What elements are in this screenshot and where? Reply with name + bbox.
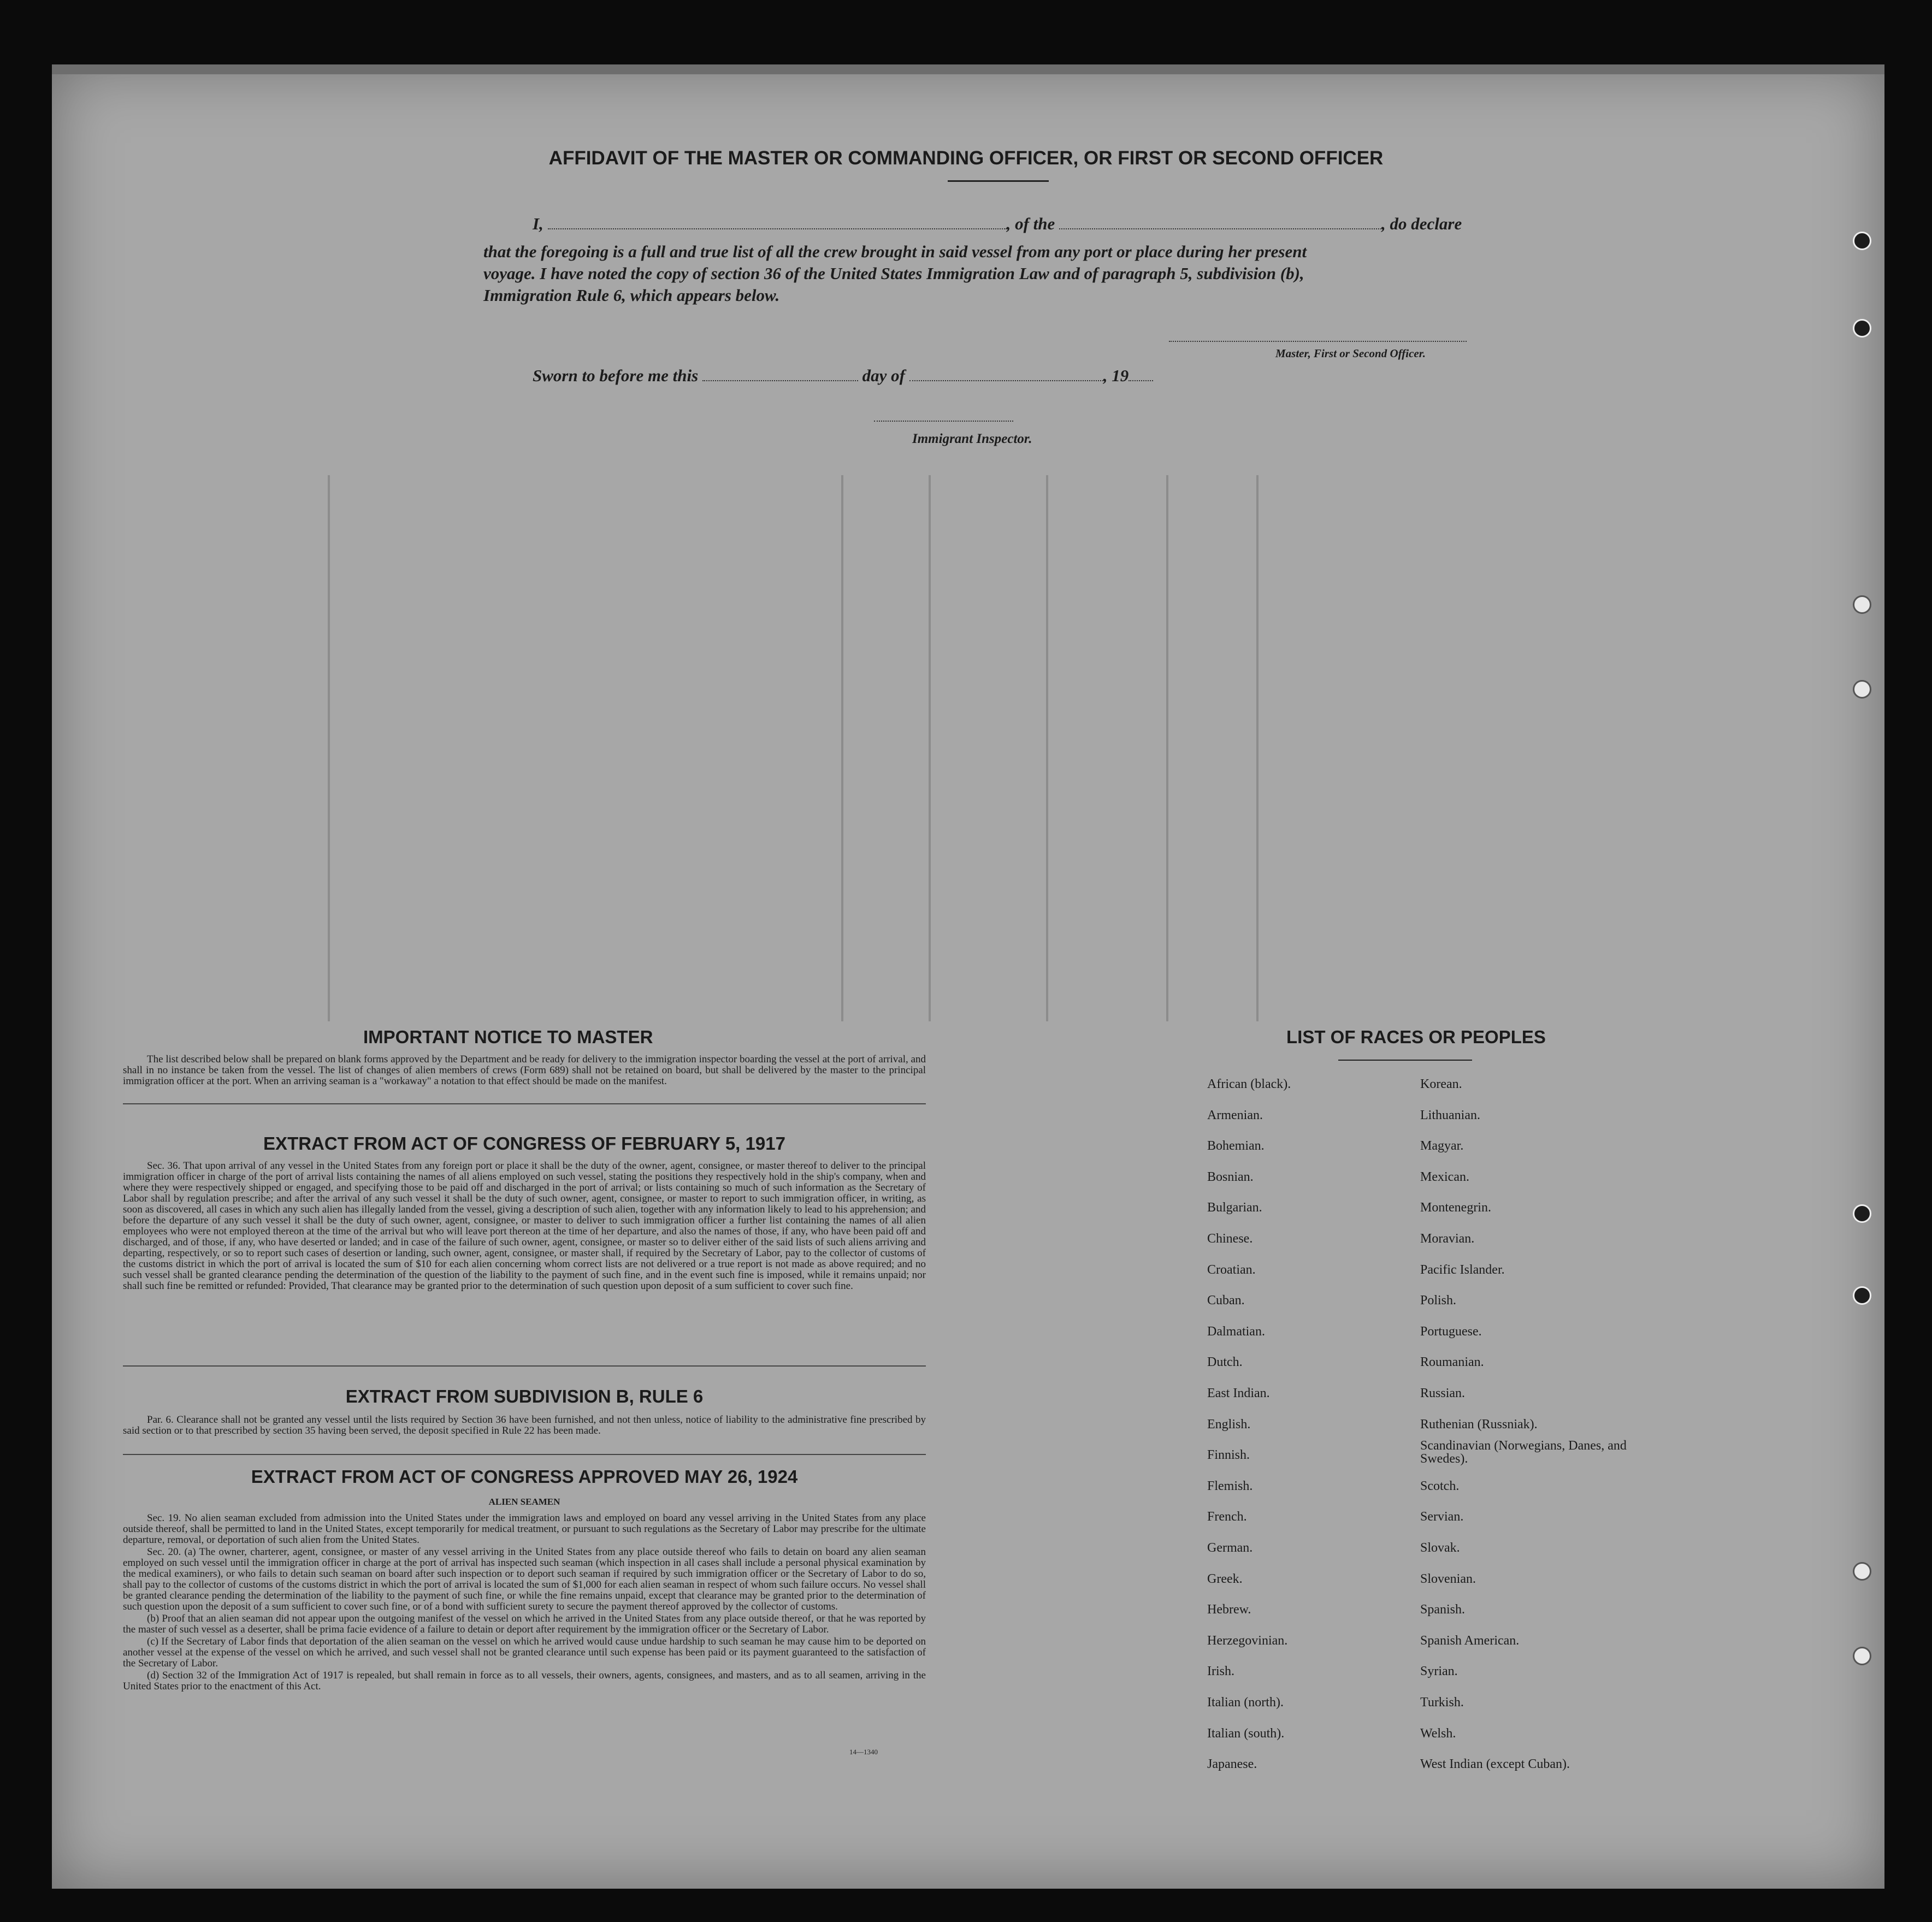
race-item: Dalmatian. bbox=[1207, 1324, 1265, 1339]
inspector-signature-line bbox=[874, 421, 1013, 422]
bleed-through-line bbox=[328, 475, 330, 1021]
race-item: Armenian. bbox=[1207, 1108, 1263, 1122]
race-item: Spanish American. bbox=[1420, 1633, 1520, 1648]
race-item: Slovenian. bbox=[1420, 1571, 1476, 1586]
title-rule bbox=[948, 180, 1049, 182]
race-item: Herzegovinian. bbox=[1207, 1633, 1288, 1648]
notice-text bbox=[123, 1054, 926, 1088]
race-item: Chinese. bbox=[1207, 1232, 1253, 1246]
race-item: Irish. bbox=[1207, 1664, 1234, 1679]
race-item: Pacific Islander. bbox=[1420, 1262, 1505, 1277]
act-1924-text bbox=[123, 1513, 926, 1693]
race-item: Hebrew. bbox=[1207, 1602, 1251, 1617]
race-item: Dutch. bbox=[1207, 1355, 1243, 1370]
act-1917-paragraph: Sec. 36. That upon arrival of any vessel in the United States from any foreign port or place it shall be the duty of the owner, agent, consignee, or master thereof to deliver to the principal immigration officer in charge of the port of arrival lists containing the names of all aliens employed on such vessel, stating the positions they respectively hold in the ship's company, when and where they were respectively shipped or engaged, and specifying those to be paid off and discharged in the port of arrival; or lists containing so much of such information as the Secretary of Labor shall by regulation prescribe; and after the arrival of any such vessel it shall be the duty of such owner, agent, consignee, or master to report to such immigration officer, in writing, as soon as discovered, all cases in which any such alien has illegally landed from the vessel, giving a description of such alien, together with any information likely to lead to his apprehension; and before the departure of any such vessel it shall be the duty of such owner, agent, consignee, or master to deliver to such immigration officer a further list containing the names of all alien employees who were not employed thereon at the time of the arrival but who will leave port thereon at the time of her departure, and also the names of those, if any, who have been paid off and discharged, and of those, if any, who have deserted or landed; and in case of the failure of such owner, agent, consignee, or master so to deliver either of the said lists of such aliens arriving and departing, respectively, or so to report such cases of desertion or landing, such owner, agent, consignee, or master shall, if required by the Secretary of Labor, pay to the collector of customs of the customs district in which the port of arrival is located the sum of $10 for each alien concerning whom correct lists are not delivered or a true report is not made as above required; and no such vessel shall be granted clearance pending the determination of the question of the liability to the payment of such fine, and in the event such fine is imposed, while it remains unpaid; nor shall such fine be remitted or refunded: Provided, That clearance may be granted prior to the determination of such question upon deposit of a sum sufficient to cover such fine. bbox=[123, 1160, 926, 1292]
race-item: East Indian. bbox=[1207, 1386, 1270, 1400]
race-item: Turkish. bbox=[1420, 1695, 1464, 1710]
affidavit-of-the: , of the bbox=[1006, 214, 1055, 233]
rule-6-text bbox=[123, 1415, 926, 1438]
section-divider bbox=[123, 1454, 926, 1455]
sec-20b-paragraph: (b) Proof that an alien seaman did not appear upon the outgoing manifest of the vessel on which he arrived in the United States from any place outside thereof, or that he was reported by the master of such vessel as a deserter, shall be prima facie evidence of a failure to detain or deport after requirement by the immigration officer or the Secretary of Labor. bbox=[123, 1613, 926, 1635]
sec-20a-paragraph: Sec. 20. (a) The owner, charterer, agent, consignee, or master of any vessel arriving in the United States from any place outside thereof who fails to detain on board any alien seaman employed on such vessel until the immigration officer in charge at the port of arrival has inspected such seaman (which inspection in all cases shall include a personal physical examination by the medical examiners), or who fails to detain such seaman on board after such inspection or to deport such seaman if required by such immigration officer or the Secretary of Labor to do so, shall pay to the collector of customs of the customs district in which the port of arrival is located the sum of $1,000 for each alien seaman in respect of whom such failure occurs. No vessel shall be granted clearance pending the determination of the liability to the payment of such fine, or while the fine remains unpaid, except that clearance may be granted prior to the determination of such question upon the deposit of a sum sufficient to cover such fine, or of a bond with sufficient surety to secure the payment thereof approved by the collector of customs. bbox=[123, 1546, 926, 1612]
sworn-line bbox=[533, 366, 1153, 386]
race-item: English. bbox=[1207, 1417, 1251, 1432]
race-item: Magyar. bbox=[1420, 1139, 1464, 1154]
races-title: LIST OF RACES OR PEOPLES bbox=[1286, 1027, 1546, 1047]
race-item: Scandinavian (Norwegians, Danes, and Swedes). bbox=[1420, 1439, 1627, 1466]
section-divider bbox=[123, 1103, 926, 1104]
day-of-text: day of bbox=[862, 366, 905, 385]
inspector-label: Immigrant Inspector. bbox=[912, 431, 1032, 446]
punch-hole-icon bbox=[1853, 680, 1871, 699]
bleed-through-line bbox=[1166, 475, 1168, 1021]
race-item: Roumanian. bbox=[1420, 1355, 1484, 1370]
affidavit-line-4: Immigration Rule 6, which appears below. bbox=[483, 286, 780, 305]
bleed-through-line bbox=[1046, 475, 1048, 1021]
alien-seamen-subtitle: ALIEN SEAMEN bbox=[488, 1497, 560, 1507]
race-item: West Indian (except Cuban). bbox=[1420, 1757, 1570, 1772]
year-blank bbox=[1129, 380, 1153, 381]
race-item: Italian (south). bbox=[1207, 1726, 1285, 1741]
race-item: Italian (north). bbox=[1207, 1695, 1284, 1710]
race-item: Moravian. bbox=[1420, 1232, 1475, 1246]
race-item: African (black). bbox=[1207, 1077, 1291, 1091]
rule-6-paragraph: Par. 6. Clearance shall not be granted any vessel until the lists required by Section 36 have been furnished, and not then unless, notice of liability to the administrative fine prescribed by said section or to that prescribed by section 35 having been served, the deposit specified in Rule 22 has been made. bbox=[123, 1414, 926, 1436]
day-blank bbox=[702, 380, 858, 381]
affidavit-line-2: that the foregoing is a full and true list of all the crew brought in said vessel from any port or place during her present bbox=[483, 242, 1307, 261]
race-item: Spanish. bbox=[1420, 1602, 1466, 1617]
affidavit-line-1 bbox=[533, 214, 1462, 234]
race-item: Finnish. bbox=[1207, 1448, 1250, 1463]
affidavit-declare: , do declare bbox=[1381, 214, 1462, 233]
rule-6-title: EXTRACT FROM SUBDIVISION B, RULE 6 bbox=[345, 1386, 704, 1406]
sheet-edge bbox=[52, 64, 1884, 74]
race-item: Mexican. bbox=[1420, 1169, 1469, 1184]
race-item: Cuban. bbox=[1207, 1293, 1245, 1308]
race-item: Bohemian. bbox=[1207, 1139, 1265, 1154]
race-item: Scotch. bbox=[1420, 1479, 1460, 1493]
race-item: Greek. bbox=[1207, 1571, 1243, 1586]
affidavit-title: AFFIDAVIT OF THE MASTER OR COMMANDING OFFICER, OR FIRST OR SECOND OFFICER bbox=[548, 147, 1384, 169]
race-item: Slovak. bbox=[1420, 1541, 1460, 1555]
race-item: Lithuanian. bbox=[1420, 1108, 1480, 1122]
punch-hole-icon bbox=[1853, 319, 1871, 338]
act-1924-title: EXTRACT FROM ACT OF CONGRESS APPROVED MAY 26, 1924 bbox=[251, 1466, 798, 1487]
race-item: Japanese. bbox=[1207, 1757, 1257, 1772]
punch-hole-icon bbox=[1853, 1204, 1871, 1223]
affidavit-i: I, bbox=[533, 214, 543, 233]
form-number: 14—1340 bbox=[849, 1748, 878, 1756]
bleed-through-line bbox=[1256, 475, 1259, 1021]
race-item: Bosnian. bbox=[1207, 1169, 1254, 1184]
affidavit-line-3: voyage. I have noted the copy of section 36 of the United States Immigration Law and of paragraph 5, subdivision (b), bbox=[483, 264, 1304, 283]
races-title-rule bbox=[1338, 1060, 1472, 1061]
race-item: Syrian. bbox=[1420, 1664, 1458, 1679]
race-item: German. bbox=[1207, 1541, 1253, 1555]
race-item: French. bbox=[1207, 1510, 1247, 1524]
sec-19-paragraph: Sec. 19. No alien seaman excluded from admission into the United States under the immigration laws and employed on board any vessel arriving in the United States from any place outside thereof, shall be permitted to land in the United States, except temporarily for medical treatment, or pursuant to such regulations as the Secretary of Labor may prescribe for the ultimate departure, removal, or deportation of such alien from the United States. bbox=[123, 1512, 926, 1546]
race-item: Portuguese. bbox=[1420, 1324, 1482, 1339]
act-1917-text bbox=[123, 1161, 926, 1293]
bleed-through-line bbox=[841, 475, 843, 1021]
punch-hole-icon bbox=[1853, 595, 1871, 614]
race-item: Korean. bbox=[1420, 1077, 1462, 1091]
signature-label: Master, First or Second Officer. bbox=[1275, 347, 1426, 360]
punch-hole-icon bbox=[1853, 232, 1871, 250]
month-blank bbox=[909, 380, 1103, 381]
race-item: Servian. bbox=[1420, 1510, 1464, 1524]
race-item: Welsh. bbox=[1420, 1726, 1456, 1741]
bleed-through-line bbox=[929, 475, 931, 1021]
signature-line bbox=[1169, 341, 1467, 342]
punch-hole-icon bbox=[1853, 1647, 1871, 1665]
race-item: Bulgarian. bbox=[1207, 1200, 1262, 1215]
punch-hole-icon bbox=[1853, 1286, 1871, 1305]
act-1917-title: EXTRACT FROM ACT OF CONGRESS OF FEBRUARY 5, 1917 bbox=[263, 1133, 785, 1154]
notice-title: IMPORTANT NOTICE TO MASTER bbox=[363, 1027, 653, 1047]
race-item: Polish. bbox=[1420, 1293, 1457, 1308]
race-item: Russian. bbox=[1420, 1386, 1466, 1400]
name-blank bbox=[548, 228, 1007, 229]
notice-paragraph: The list described below shall be prepared on blank forms approved by the Department and be ready for delivery to the immigration inspector boarding the vessel at the port of arrival, and shall in no instance be taken from the vessel. The list of changes of alien members of crews (Form 689) shall not be retained on board, but shall be delivered by the master to the principal immigration officer at the port. When an arriving seaman is a "workaway" a notation to that effect should be made on the manifest. bbox=[123, 1054, 926, 1087]
year-text: , 19 bbox=[1103, 366, 1129, 385]
race-item: Montenegrin. bbox=[1420, 1200, 1491, 1215]
race-item: Croatian. bbox=[1207, 1262, 1256, 1277]
vessel-blank bbox=[1059, 228, 1381, 229]
sec-20c-paragraph: (c) If the Secretary of Labor finds that deportation of the alien seaman on the vessel on which he arrived would cause undue hardship to such seaman he may cause him to be deported on another vessel at the expense of the vessel on which he arrived, and such vessel shall not be granted clearance until such expense has been paid or its payment guaranteed to the satisfaction of the Secretary of Labor. bbox=[123, 1636, 926, 1669]
sec-20d-paragraph: (d) Section 32 of the Immigration Act of 1917 is repealed, but shall remain in force as to all vessels, their owners, agents, consignees, and masters, and as to all seamen, arriving in the United States prior to the enactment of this Act. bbox=[123, 1670, 926, 1692]
race-item: Ruthenian (Russniak). bbox=[1420, 1417, 1538, 1432]
race-item: Flemish. bbox=[1207, 1479, 1253, 1493]
punch-hole-icon bbox=[1853, 1562, 1871, 1581]
section-divider bbox=[123, 1365, 926, 1367]
sworn-text: Sworn to before me this bbox=[533, 366, 699, 385]
